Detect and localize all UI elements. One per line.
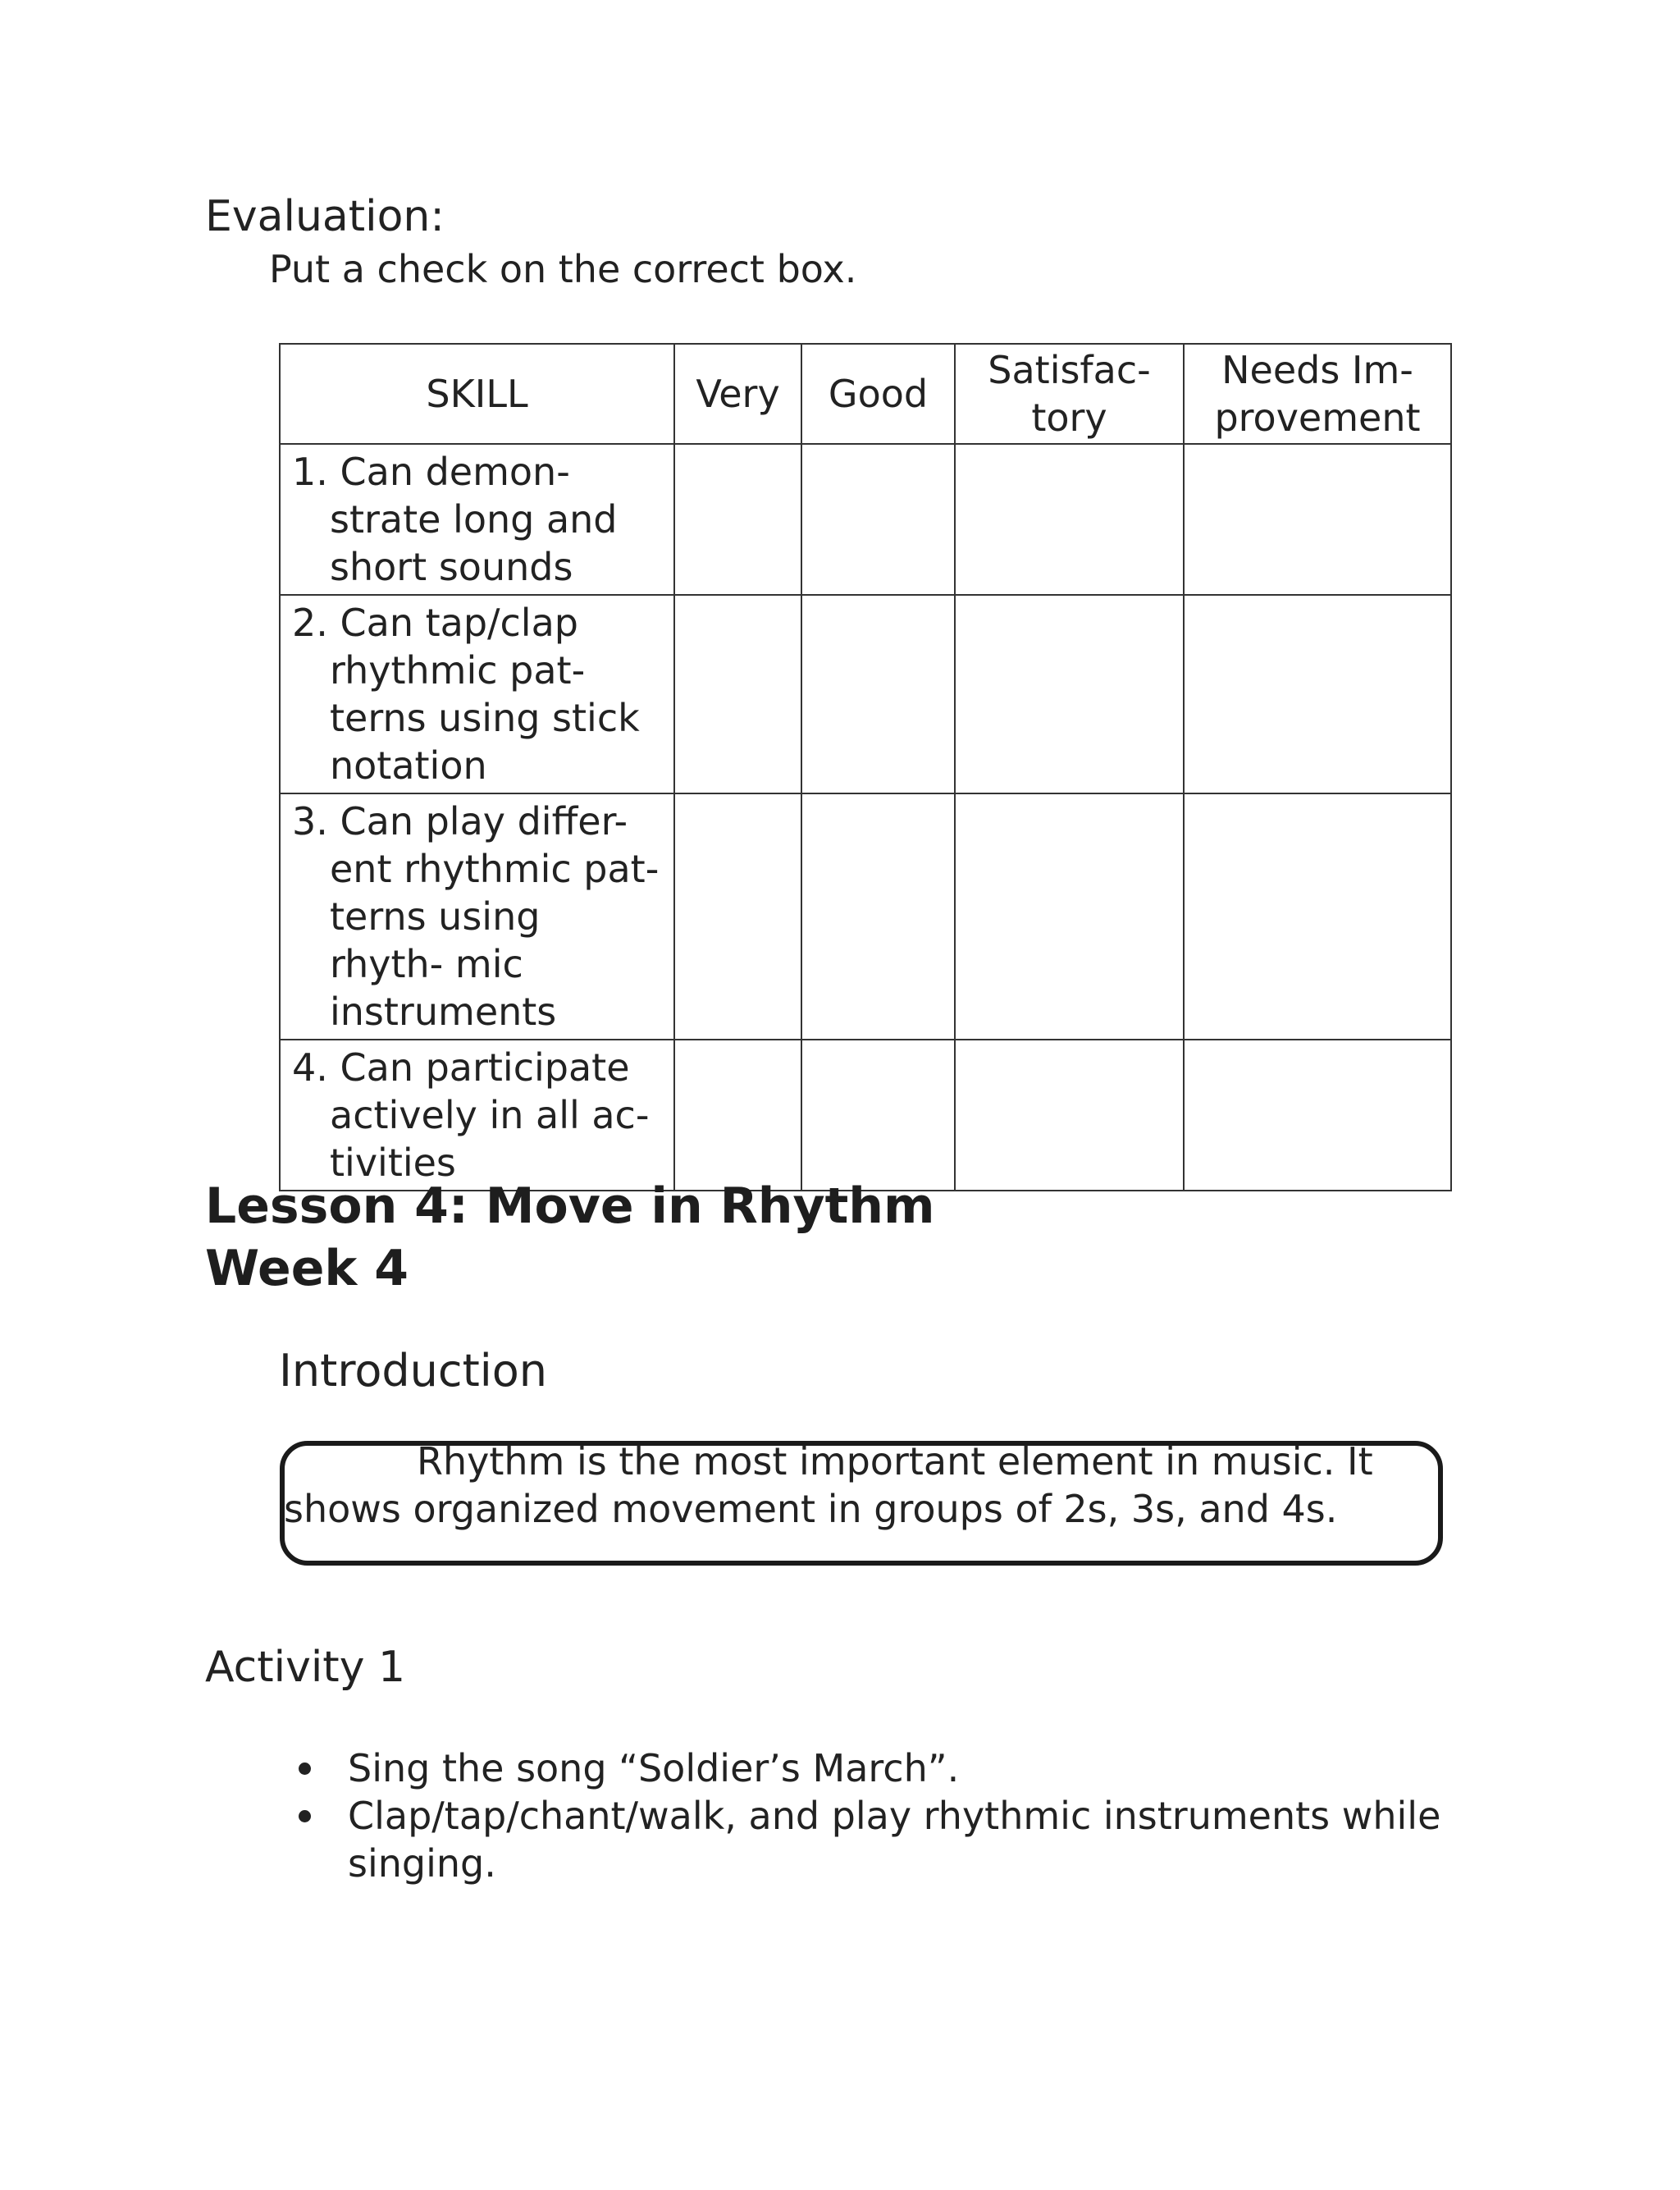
evaluation-heading: Evaluation: <box>205 192 445 241</box>
table-row <box>280 595 1451 793</box>
skill-text: 2. Can tap/clap rhythmic pat- terns using stick notation <box>292 601 640 788</box>
bullet-icon <box>299 1763 311 1775</box>
list-item-text: Clap/tap/chant/walk, and play rhythmic instruments while singing. <box>348 1794 1441 1886</box>
column-header-satisfactory: Satisfac- tory <box>955 344 1184 444</box>
lesson-title-line-2: Week 4 <box>205 1240 409 1297</box>
activity-heading: Activity 1 <box>205 1643 406 1692</box>
check-box-good[interactable] <box>801 595 955 793</box>
lesson-title <box>205 1175 935 1300</box>
table-row <box>280 444 1451 595</box>
skill-text: 1. Can demon- strate long and short sounds <box>292 450 618 589</box>
bullet-icon <box>299 1810 311 1822</box>
check-box-very[interactable] <box>674 1040 801 1191</box>
check-box-satisfactory[interactable] <box>955 444 1184 595</box>
check-box-needs-improvement[interactable] <box>1184 1040 1451 1191</box>
check-box-good[interactable] <box>801 444 955 595</box>
column-header-needs-improvement: Needs Im- provement <box>1184 344 1451 444</box>
table-row <box>280 793 1451 1040</box>
column-header-skill: SKILL <box>280 344 674 444</box>
list-item <box>287 1792 1493 1887</box>
check-box-needs-improvement[interactable] <box>1184 595 1451 793</box>
column-header-very: Very <box>674 344 801 444</box>
check-box-very[interactable] <box>674 444 801 595</box>
evaluation-rubric-table <box>279 343 1452 1191</box>
introduction-text: Rhythm is the most important element in music. It shows organized movement in groups of 2s, 3s, and 4s. <box>284 1439 1373 1531</box>
table-row <box>280 1040 1451 1191</box>
skill-cell <box>280 595 674 793</box>
introduction-heading: Introduction <box>279 1345 548 1397</box>
activity-list <box>287 1744 1493 1887</box>
check-box-good[interactable] <box>801 1040 955 1191</box>
skill-cell <box>280 1040 674 1191</box>
rubric-header-row <box>280 344 1451 444</box>
list-item-text: Sing the song “Soldier’s March”. <box>348 1746 960 1790</box>
check-box-satisfactory[interactable] <box>955 1040 1184 1191</box>
skill-cell <box>280 793 674 1040</box>
lesson-title-line-1: Lesson 4: Move in Rhythm <box>205 1177 935 1235</box>
column-header-good: Good <box>801 344 955 444</box>
check-box-very[interactable] <box>674 793 801 1040</box>
list-item <box>287 1744 1493 1792</box>
evaluation-instruction: Put a check on the correct box. <box>269 247 857 291</box>
check-box-needs-improvement[interactable] <box>1184 444 1451 595</box>
skill-text: 4. Can participate actively in all ac- tivities <box>292 1045 650 1185</box>
check-box-satisfactory[interactable] <box>955 595 1184 793</box>
check-box-very[interactable] <box>674 595 801 793</box>
check-box-satisfactory[interactable] <box>955 793 1184 1040</box>
check-box-needs-improvement[interactable] <box>1184 793 1451 1040</box>
check-box-good[interactable] <box>801 793 955 1040</box>
skill-cell <box>280 444 674 595</box>
skill-text: 3. Can play differ- ent rhythmic pat- terns using rhyth- mic instruments <box>292 799 660 1034</box>
